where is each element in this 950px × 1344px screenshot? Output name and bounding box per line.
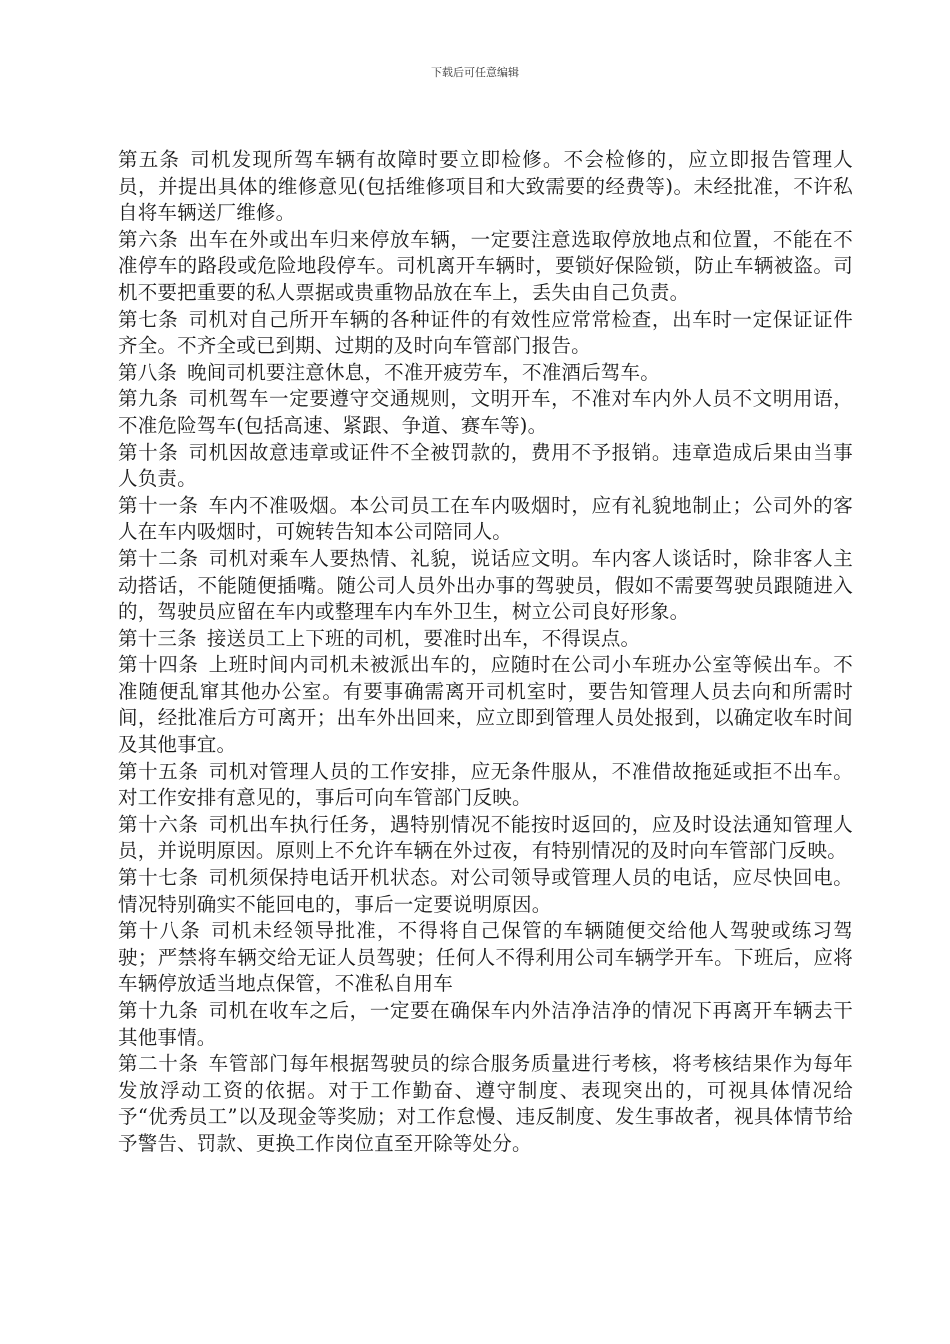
article-11 [118,493,853,546]
article-number: 第十八条 [118,919,201,943]
article-number: 第二十条 [118,1052,199,1076]
article-20 [118,1051,853,1157]
article-text: 司机须保持电话开机状态。对公司领导或管理人员的电话，应尽快回电。情况特别确实不能回电的，事后一定要说明原因。 [118,866,853,916]
article-text: 司机在收车之后，一定要在确保车内外洁净洁净的情况下再离开车辆去干其他事情。 [118,999,853,1049]
article-text: 司机因故意违章或证件不全被罚款的，费用不予报销。违章造成后果由当事人负责。 [118,440,853,491]
article-text: 司机驾车一定要遵守交通规则，文明开车，不准对车内外人员不文明用语，不准危险驾车(包括高速、紧跟、争道、赛车等)。 [118,387,853,437]
article-number: 第七条 [118,307,179,331]
article-number: 第十条 [118,440,179,464]
article-6 [118,227,853,307]
article-text: 司机对自己所开车辆的各种证件的有效性应常常检查，出车时一定保证证件齐全。不齐全或已到期、过期的及时向车管部门报告。 [118,307,853,358]
article-number: 第十七条 [118,866,199,890]
article-17 [118,865,853,918]
article-text: 晚间司机要注意休息，不准开疲劳车，不准酒后驾车。 [187,360,660,384]
article-5 [118,147,853,227]
article-number: 第九条 [118,387,179,411]
article-7 [118,307,853,360]
article-text: 司机出车执行任务，遇特别情况不能按时返回的，应及时设法通知管理人员，并说明原因。原则上不允许车辆在外过夜，有特别情况的及时向车管部门反映。 [118,812,853,863]
article-number: 第十六条 [118,812,199,836]
article-number: 第十五条 [118,759,199,783]
article-12 [118,546,853,626]
article-9 [118,386,853,439]
article-text: 接送员工上下班的司机，要准时出车，不得误点。 [206,626,641,650]
article-13 [118,626,853,653]
article-number: 第十九条 [118,999,199,1022]
article-text: 出车在外或出车归来停放车辆，一定要注意选取停放地点和位置，不能在不准停车的路段或危险地段停车。司机离开车辆时，要锁好保险锁，防止车辆被盗。司机不要把重要的私人票据或贵重物品放在车上，丢失由自己负责。 [118,227,853,304]
article-10 [118,440,853,493]
article-text: 司机对管理人员的工作安排，应无条件服从，不准借故拖延或拒不出车。对工作安排有意见的，事后可向车管部门反映。 [118,759,853,810]
article-text: 车管部门每年根据驾驶员的综合服务质量进行考核，将考核结果作为每年发放浮动工资的依据。对于工作勤奋、遵守制度、表现突出的，可视具体情况给予“优秀员工”以及现金等奖励；对工作怠慢、违反制度、发生事故者，视具体情节给予警告、罚款、更换工作岗位直至开除等处分。 [118,1052,853,1155]
article-15 [118,759,853,812]
article-number: 第十二条 [118,546,199,570]
article-text: 车内不准吸烟。本公司员工在车内吸烟时，应有礼貌地制止；公司外的客人在车内吸烟时，可婉转告知本公司陪同人。 [118,493,853,544]
article-number: 第十三条 [118,626,197,650]
page-header: 下载后可任意编辑 [431,66,519,79]
article-19 [118,998,853,1051]
article-text: 司机发现所驾车辆有故障时要立即检修。不会检修的，应立即报告管理人员，并提出具体的维修意见(包括维修项目和大致需要的经费等)。未经批准，不许私自将车辆送厂维修。 [118,148,853,225]
article-number: 第十四条 [118,653,199,677]
document-body [118,147,853,1158]
article-18 [118,918,853,998]
article-text: 司机未经领导批准，不得将自己保管的车辆随便交给他人驾驶或练习驾驶；严禁将车辆交给无证人员驾驶；任何人不得利用公司车辆学开车。下班后，应将车辆停放适当地点保管，不准私自用车 [118,919,853,996]
article-number: 第十一条 [118,493,199,517]
article-text: 上班时间内司机未被派出车的，应随时在公司小车班办公室等候出车。不准随便乱窜其他办公室。有要事确需离开司机室时，要告知管理人员去向和所需时间，经批准后方可离开；出车外出回来，应立即到管理人员处报到，以确定收车时间及其他事宜。 [118,653,853,757]
article-16 [118,812,853,865]
article-14 [118,652,853,758]
article-8 [118,360,853,387]
article-number: 第八条 [118,360,178,384]
article-number: 第六条 [118,227,179,251]
article-number: 第五条 [118,148,181,171]
article-text: 司机对乘车人要热情、礼貌，说话应文明。车内客人谈话时，除非客人主动搭话，不能随便插嘴。随公司人员外出办事的驾驶员，假如不需要驾驶员跟随进入的，驾驶员应留在车内或整理车内车外卫生，树立公司良好形象。 [118,546,853,624]
